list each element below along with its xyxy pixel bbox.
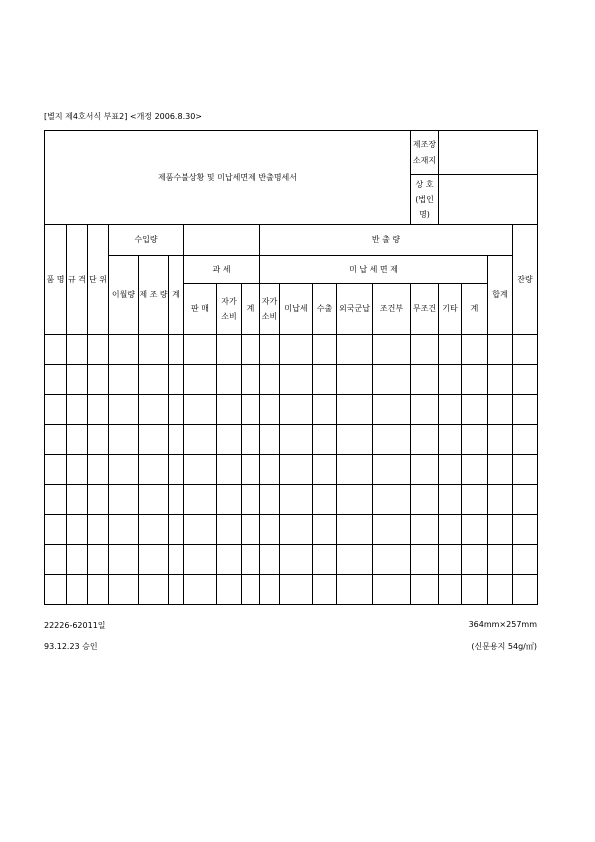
- table-cell[interactable]: [109, 395, 139, 425]
- document-title: 제품수불상황 및 미납세면제 반출명세서: [45, 131, 411, 225]
- table-cell[interactable]: [45, 515, 67, 545]
- col-receipts-total: 계: [169, 256, 184, 335]
- table-cell[interactable]: [139, 455, 169, 485]
- factory-location-label-line2: 소재지: [412, 155, 437, 165]
- table-cell[interactable]: [184, 515, 217, 545]
- table-cell[interactable]: [488, 485, 513, 515]
- table-cell[interactable]: [260, 545, 280, 575]
- table-cell[interactable]: [280, 545, 313, 575]
- table-cell[interactable]: [313, 395, 337, 425]
- table-cell[interactable]: [109, 515, 139, 545]
- table-cell[interactable]: [488, 395, 513, 425]
- table-cell[interactable]: [184, 575, 217, 605]
- table-cell[interactable]: [411, 575, 439, 605]
- table-cell[interactable]: [217, 455, 242, 485]
- col-exempt-total: 계: [462, 284, 488, 335]
- table-cell[interactable]: [184, 365, 217, 395]
- table-cell[interactable]: [439, 365, 462, 395]
- col-tax-deferred: 미납세: [280, 284, 313, 335]
- table-cell[interactable]: [169, 575, 184, 605]
- table-cell[interactable]: [109, 455, 139, 485]
- table-cell[interactable]: [488, 455, 513, 485]
- col-sales: 판 매: [184, 284, 217, 335]
- table-cell[interactable]: [373, 545, 411, 575]
- factory-location-label-line1: 제조장: [412, 140, 437, 150]
- table-cell[interactable]: [411, 335, 439, 365]
- table-cell[interactable]: [280, 425, 313, 455]
- col-shipments: 반 출 량: [260, 225, 513, 256]
- table-cell[interactable]: [242, 455, 260, 485]
- table-cell[interactable]: [109, 485, 139, 515]
- statement-table: [44, 130, 538, 605]
- col-self-use: [217, 284, 242, 335]
- table-cell[interactable]: [169, 455, 184, 485]
- table-cell[interactable]: [488, 365, 513, 395]
- table-cell[interactable]: [88, 365, 109, 395]
- table-cell[interactable]: [139, 515, 169, 545]
- table-cell[interactable]: [411, 515, 439, 545]
- table-cell[interactable]: [280, 455, 313, 485]
- col-receipts: 수입량: [109, 225, 184, 256]
- table-cell[interactable]: [184, 335, 217, 365]
- table-cell[interactable]: [513, 545, 538, 575]
- table-cell[interactable]: [260, 455, 280, 485]
- col-carryover: 이월량: [109, 256, 139, 335]
- table-cell[interactable]: [169, 485, 184, 515]
- table-cell[interactable]: [260, 575, 280, 605]
- table-cell[interactable]: [109, 335, 139, 365]
- col-taxable: 과 세: [184, 256, 260, 284]
- table-cell[interactable]: [488, 425, 513, 455]
- table-cell[interactable]: [462, 425, 488, 455]
- table-cell[interactable]: [217, 545, 242, 575]
- table-cell[interactable]: [373, 395, 411, 425]
- company-name-label: [411, 175, 439, 225]
- col-self-use-line2: 소비: [221, 312, 237, 321]
- company-name-field[interactable]: [439, 175, 538, 225]
- table-cell[interactable]: [411, 425, 439, 455]
- table-cell[interactable]: [462, 515, 488, 545]
- col-exempt-self-use-line1: 자가: [261, 296, 278, 306]
- table-cell[interactable]: [313, 425, 337, 455]
- table-cell[interactable]: [313, 485, 337, 515]
- factory-location-label: [411, 131, 439, 175]
- table-cell[interactable]: [217, 425, 242, 455]
- col-grand-total: 합계: [488, 256, 513, 335]
- table-cell[interactable]: [280, 485, 313, 515]
- table-cell[interactable]: [513, 485, 538, 515]
- table-cell[interactable]: [242, 575, 260, 605]
- table-cell[interactable]: [513, 365, 538, 395]
- table-cell[interactable]: [169, 515, 184, 545]
- col-other: 기타: [439, 284, 462, 335]
- table-cell[interactable]: [242, 395, 260, 425]
- table-cell[interactable]: [169, 545, 184, 575]
- table-cell[interactable]: [260, 365, 280, 395]
- table-cell[interactable]: [439, 515, 462, 545]
- table-cell[interactable]: [313, 365, 337, 395]
- table-cell[interactable]: [45, 455, 67, 485]
- paper-size: 364mm×257mm: [468, 620, 537, 629]
- table-cell[interactable]: [184, 545, 217, 575]
- table-cell[interactable]: [88, 575, 109, 605]
- table-cell[interactable]: [45, 485, 67, 515]
- col-production: 제 조 량: [139, 256, 169, 335]
- table-cell[interactable]: [109, 575, 139, 605]
- table-cell[interactable]: [373, 515, 411, 545]
- table-cell[interactable]: [184, 395, 217, 425]
- table-cell[interactable]: [337, 365, 373, 395]
- table-cell[interactable]: [88, 335, 109, 365]
- table-cell[interactable]: [439, 485, 462, 515]
- col-taxable-total: 계: [242, 284, 260, 335]
- table-cell[interactable]: [439, 395, 462, 425]
- table-cell[interactable]: [280, 575, 313, 605]
- table-row: [45, 455, 538, 485]
- table-cell[interactable]: [45, 575, 67, 605]
- table-cell[interactable]: [45, 425, 67, 455]
- table-cell[interactable]: [242, 365, 260, 395]
- table-cell[interactable]: [439, 545, 462, 575]
- table-cell[interactable]: [242, 545, 260, 575]
- table-row: [45, 575, 538, 605]
- table-cell[interactable]: [169, 365, 184, 395]
- table-cell[interactable]: [217, 485, 242, 515]
- table-cell[interactable]: [373, 335, 411, 365]
- table-cell[interactable]: [169, 425, 184, 455]
- table-cell[interactable]: [242, 425, 260, 455]
- table-cell[interactable]: [88, 515, 109, 545]
- table-cell[interactable]: [373, 365, 411, 395]
- table-cell[interactable]: [139, 545, 169, 575]
- table-cell[interactable]: [337, 515, 373, 545]
- form-number: 22226-62011일: [44, 621, 106, 630]
- table-cell[interactable]: [462, 455, 488, 485]
- table-row: [45, 425, 538, 455]
- col-receipts-blank: [184, 225, 260, 256]
- table-cell[interactable]: [373, 485, 411, 515]
- table-cell[interactable]: [88, 545, 109, 575]
- table-cell[interactable]: [280, 515, 313, 545]
- table-cell[interactable]: [462, 335, 488, 365]
- table-cell[interactable]: [88, 485, 109, 515]
- table-cell[interactable]: [88, 425, 109, 455]
- table-cell[interactable]: [513, 335, 538, 365]
- table-cell[interactable]: [109, 545, 139, 575]
- table-cell[interactable]: [313, 515, 337, 545]
- table-cell[interactable]: [313, 575, 337, 605]
- table-cell[interactable]: [88, 455, 109, 485]
- table-cell[interactable]: [67, 515, 88, 545]
- table-row: [45, 545, 538, 575]
- table-cell[interactable]: [67, 335, 88, 365]
- table-cell[interactable]: [462, 485, 488, 515]
- table-cell[interactable]: [260, 515, 280, 545]
- table-cell[interactable]: [411, 395, 439, 425]
- table-cell[interactable]: [184, 485, 217, 515]
- factory-location-field[interactable]: [439, 131, 538, 175]
- table-cell[interactable]: [67, 455, 88, 485]
- table-cell[interactable]: [139, 365, 169, 395]
- table-cell[interactable]: [462, 365, 488, 395]
- table-row: [45, 515, 538, 545]
- table-cell[interactable]: [242, 515, 260, 545]
- table-cell[interactable]: [513, 425, 538, 455]
- table-cell[interactable]: [139, 485, 169, 515]
- table-cell[interactable]: [67, 545, 88, 575]
- table-row: [45, 335, 538, 365]
- table-cell[interactable]: [462, 575, 488, 605]
- table-cell[interactable]: [313, 455, 337, 485]
- table-cell[interactable]: [45, 395, 67, 425]
- table-cell[interactable]: [439, 455, 462, 485]
- table-cell[interactable]: [45, 335, 67, 365]
- company-name-label-line2: (법인명): [415, 194, 434, 220]
- table-cell[interactable]: [313, 335, 337, 365]
- table-cell[interactable]: [337, 395, 373, 425]
- table-row: [45, 395, 538, 425]
- table-cell[interactable]: [184, 425, 217, 455]
- table-cell[interactable]: [280, 335, 313, 365]
- table-cell[interactable]: [462, 395, 488, 425]
- table-cell[interactable]: [280, 365, 313, 395]
- table-cell[interactable]: [242, 335, 260, 365]
- col-exempt: 미 납 세 면 제: [260, 256, 488, 284]
- table-cell[interactable]: [462, 545, 488, 575]
- table-cell[interactable]: [373, 575, 411, 605]
- table-cell[interactable]: [337, 425, 373, 455]
- table-cell[interactable]: [513, 395, 538, 425]
- table-cell[interactable]: [439, 335, 462, 365]
- col-remaining: 잔량: [513, 225, 538, 335]
- table-cell[interactable]: [280, 395, 313, 425]
- table-cell[interactable]: [139, 335, 169, 365]
- table-row: [45, 365, 538, 395]
- table-cell[interactable]: [439, 575, 462, 605]
- table-cell[interactable]: [411, 455, 439, 485]
- table-cell[interactable]: [67, 365, 88, 395]
- col-conditional: 조건부: [373, 284, 411, 335]
- table-cell[interactable]: [439, 425, 462, 455]
- table-cell[interactable]: [217, 575, 242, 605]
- table-cell[interactable]: [488, 545, 513, 575]
- table-cell[interactable]: [45, 365, 67, 395]
- table-cell[interactable]: [260, 425, 280, 455]
- table-cell[interactable]: [109, 425, 139, 455]
- table-cell[interactable]: [260, 485, 280, 515]
- col-spec: 규 격: [67, 225, 88, 335]
- table-cell[interactable]: [488, 515, 513, 545]
- table-cell[interactable]: [217, 395, 242, 425]
- col-unconditional: 무조건: [411, 284, 439, 335]
- table-cell[interactable]: [513, 515, 538, 545]
- table-cell[interactable]: [337, 455, 373, 485]
- table-cell[interactable]: [411, 545, 439, 575]
- table-cell[interactable]: [513, 455, 538, 485]
- table-cell[interactable]: [67, 395, 88, 425]
- table-cell[interactable]: [337, 485, 373, 515]
- table-cell[interactable]: [337, 575, 373, 605]
- table-cell[interactable]: [109, 365, 139, 395]
- table-cell[interactable]: [260, 395, 280, 425]
- table-cell[interactable]: [45, 545, 67, 575]
- table-cell[interactable]: [67, 485, 88, 515]
- col-foreign-military: 외국군납: [337, 284, 373, 335]
- col-exempt-self-use-line2: 소비: [261, 312, 278, 321]
- table-cell[interactable]: [169, 335, 184, 365]
- table-cell[interactable]: [139, 395, 169, 425]
- table-cell[interactable]: [337, 545, 373, 575]
- table-cell[interactable]: [139, 575, 169, 605]
- table-cell[interactable]: [411, 485, 439, 515]
- table-cell[interactable]: [169, 395, 184, 425]
- table-cell[interactable]: [184, 455, 217, 485]
- col-export: 수출: [313, 284, 337, 335]
- table-cell[interactable]: [488, 335, 513, 365]
- col-item-name: 품 명: [45, 225, 67, 335]
- table-cell[interactable]: [139, 425, 169, 455]
- form-caption: [별지 제4호서식 부표2] <개정 2006.8.30>: [44, 112, 202, 121]
- paper-type: (신문용지 54g/㎡): [471, 642, 537, 651]
- table-row: [45, 485, 538, 515]
- col-unit: 단 위: [88, 225, 109, 335]
- table-cell[interactable]: [67, 425, 88, 455]
- table-cell[interactable]: [373, 455, 411, 485]
- approval-date: 93.12.23 승인: [44, 642, 98, 651]
- table-cell[interactable]: [337, 335, 373, 365]
- table-cell[interactable]: [513, 575, 538, 605]
- col-self-use-line1: 자가: [221, 296, 237, 306]
- table-cell[interactable]: [67, 575, 88, 605]
- table-cell[interactable]: [242, 485, 260, 515]
- table-cell[interactable]: [313, 545, 337, 575]
- table-cell[interactable]: [260, 335, 280, 365]
- table-cell[interactable]: [217, 515, 242, 545]
- table-cell[interactable]: [217, 335, 242, 365]
- table-cell[interactable]: [488, 575, 513, 605]
- table-cell[interactable]: [411, 365, 439, 395]
- col-exempt-self-use: [260, 284, 280, 335]
- table-cell[interactable]: [217, 365, 242, 395]
- table-cell[interactable]: [88, 395, 109, 425]
- table-cell[interactable]: [373, 425, 411, 455]
- company-name-label-line1: 상 호: [415, 179, 434, 189]
- data-rows: [45, 335, 538, 605]
